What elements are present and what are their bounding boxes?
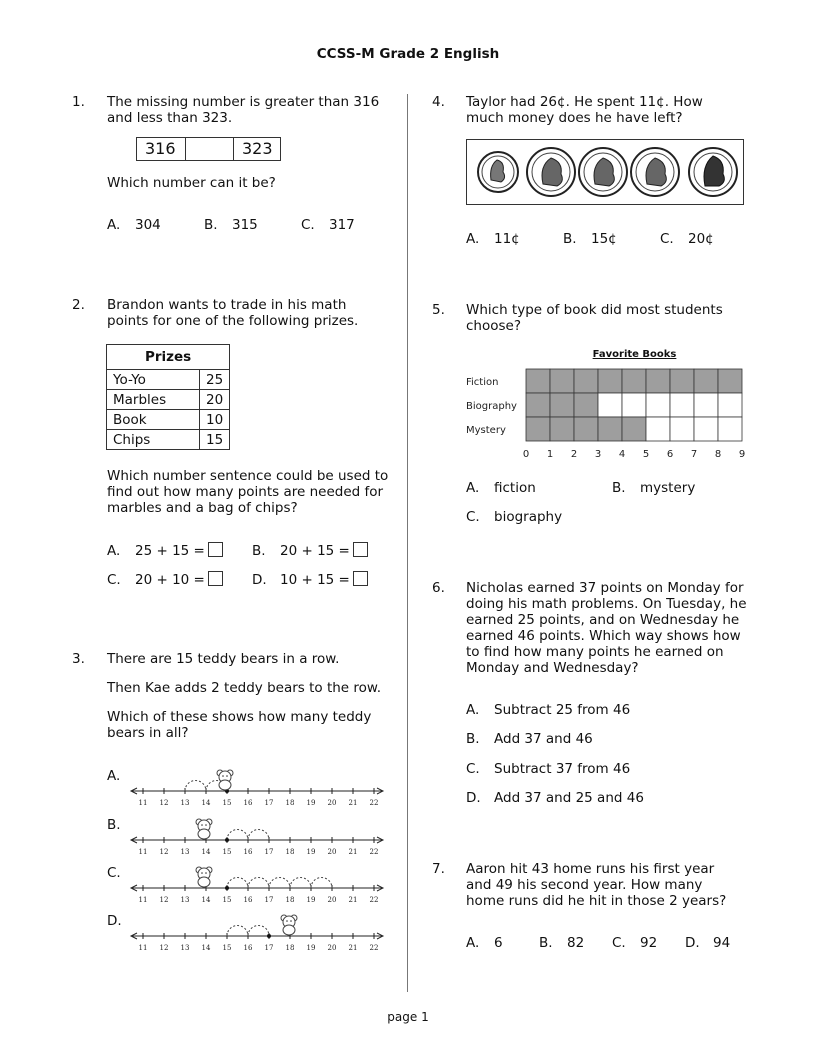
- q1-question: Which number can it be?: [107, 175, 276, 191]
- jump-arc: [185, 781, 206, 792]
- q3-question: Which of these shows how many teddy bears in all?: [107, 709, 372, 741]
- bar-cell: [550, 393, 574, 417]
- tick-label: 18: [285, 896, 295, 904]
- jump-arc: [290, 878, 311, 889]
- q4-number: 4.: [432, 94, 445, 110]
- empty-cell: [646, 417, 670, 441]
- bar-cell: [598, 369, 622, 393]
- tick-label: 21: [348, 848, 358, 856]
- empty-cell: [718, 417, 742, 441]
- tick-label: 16: [243, 848, 253, 856]
- q1-option-c[interactable]: C. 317: [301, 217, 355, 233]
- q1-text: The missing number is greater than 316 and less than 323.: [107, 94, 380, 126]
- empty-cell: [670, 393, 694, 417]
- tick-label: 11: [138, 896, 148, 904]
- tick-label: 20: [327, 896, 337, 904]
- q2-text: Brandon wants to trade in his math points for one of the following prizes.: [107, 297, 359, 329]
- prizes-header: Prizes: [107, 345, 230, 370]
- tick-label: 15: [222, 799, 232, 807]
- table-row: Chips 15: [107, 430, 230, 450]
- answer-box[interactable]: [353, 542, 368, 557]
- q4-text: Taylor had 26¢. He spent 11¢. How much money does he have left?: [466, 94, 703, 126]
- q6-text: Nicholas earned 37 points on Monday for doing his math problems. On Tuesday, he earned 25 points, and on Wednesday he earned 46 points. Which way shows how to find how many points he earned on Monday and Wednesday?: [466, 580, 747, 676]
- q7-option-a[interactable]: A. 6: [466, 935, 503, 951]
- tick-label: 19: [306, 799, 316, 807]
- q1-option-b[interactable]: B. 315: [204, 217, 258, 233]
- tick-label: 17: [264, 944, 274, 952]
- bar-cell: [622, 369, 646, 393]
- tick-label: 5: [642, 449, 650, 460]
- tick-label: 4: [618, 449, 626, 460]
- jump-arc: [227, 926, 248, 937]
- q3-option-a[interactable]: A.: [107, 768, 121, 784]
- jump-arc: [227, 878, 248, 889]
- q2-option-a[interactable]: A. 25 + 15 =: [107, 542, 223, 559]
- tick-label: 13: [180, 848, 190, 856]
- empty-cell: [694, 393, 718, 417]
- q1-box-right: 323: [242, 139, 273, 158]
- tick-label: 14: [201, 896, 211, 904]
- point-dot: [225, 838, 229, 842]
- q1-option-a[interactable]: A. 304: [107, 217, 161, 233]
- q4-option-c[interactable]: C. 20¢: [660, 231, 714, 247]
- q5-option-c[interactable]: C. biography: [466, 509, 563, 525]
- tick-label: 15: [222, 848, 232, 856]
- bar-cell: [646, 369, 670, 393]
- tick-label: 20: [327, 799, 337, 807]
- tick-label: 16: [243, 944, 253, 952]
- nickel-icon: [631, 148, 679, 196]
- bar-cell: [526, 393, 550, 417]
- bar-cell: [598, 417, 622, 441]
- q7-option-c[interactable]: C. 92: [612, 935, 658, 951]
- tick-label: 20: [327, 944, 337, 952]
- q1-box-left: 316: [137, 138, 186, 160]
- tick-label: 0: [522, 449, 530, 460]
- jump-arc: [269, 878, 290, 889]
- tick-label: 17: [264, 848, 274, 856]
- answer-box[interactable]: [208, 571, 223, 586]
- tick-label: 14: [201, 848, 211, 856]
- teddy-bear-icon: [196, 819, 212, 839]
- tick-label: 16: [243, 799, 253, 807]
- jump-arc: [227, 830, 248, 841]
- q7-text: Aaron hit 43 home runs his first year and 49 his second year. How many home runs did he hit in those 2 years?: [466, 861, 727, 909]
- tick-label: 15: [222, 944, 232, 952]
- bar-cell: [622, 417, 646, 441]
- tick-label: 21: [348, 799, 358, 807]
- q5-option-a[interactable]: A. fiction: [466, 480, 536, 496]
- tick-label: 17: [264, 896, 274, 904]
- tick-label: 17: [264, 799, 274, 807]
- q1-number-box: [136, 137, 281, 161]
- q1-box-missing[interactable]: [186, 138, 234, 160]
- row-label: Fiction: [466, 377, 499, 388]
- tick-label: 11: [138, 944, 148, 952]
- q7-option-d[interactable]: D. 94: [685, 935, 731, 951]
- favorite-books-chart: [466, 362, 751, 462]
- q7-number: 7.: [432, 861, 445, 877]
- tick-label: 7: [690, 449, 698, 460]
- table-row: Yo-Yo 25: [107, 370, 230, 390]
- tick-label: 8: [714, 449, 722, 460]
- q6-number: 6.: [432, 580, 445, 596]
- q5-option-b[interactable]: B. mystery: [612, 480, 696, 496]
- q1-number: 1.: [72, 94, 85, 110]
- bar-cell: [718, 369, 742, 393]
- empty-cell: [694, 417, 718, 441]
- q2-number: 2.: [72, 297, 85, 313]
- bar-cell: [526, 369, 550, 393]
- dime-icon: [478, 152, 518, 192]
- tick-label: 19: [306, 896, 316, 904]
- jump-arc: [248, 926, 269, 937]
- q2-option-b[interactable]: B. 20 + 15 =: [252, 542, 368, 559]
- jump-arc: [248, 878, 269, 889]
- bar-cell: [670, 369, 694, 393]
- q6-option-d[interactable]: D. Add 37 and 25 and 46: [466, 790, 644, 806]
- table-row: Marbles 20: [107, 390, 230, 410]
- tick-label: 12: [159, 799, 169, 807]
- q4-option-b[interactable]: B. 15¢: [563, 231, 617, 247]
- tick-label: 12: [159, 848, 169, 856]
- row-label: Mystery: [466, 425, 506, 436]
- bar-cell: [526, 417, 550, 441]
- tick-label: 2: [570, 449, 578, 460]
- tick-label: 19: [306, 944, 316, 952]
- bar-cell: [574, 417, 598, 441]
- tick-label: 11: [138, 799, 148, 807]
- tick-label: 22: [369, 896, 379, 904]
- column-divider: [407, 94, 408, 992]
- tick-label: 1: [546, 449, 554, 460]
- tick-label: 18: [285, 848, 295, 856]
- tick-label: 18: [285, 944, 295, 952]
- tick-label: 14: [201, 944, 211, 952]
- q6-option-c[interactable]: C. Subtract 37 from 46: [466, 761, 631, 777]
- q5-text: Which type of book did most students choose?: [466, 302, 723, 334]
- tick-label: 6: [666, 449, 674, 460]
- tick-label: 3: [594, 449, 602, 460]
- q3-option-c[interactable]: C.: [107, 865, 121, 881]
- answer-box[interactable]: [353, 571, 368, 586]
- tick-label: 22: [369, 799, 379, 807]
- tick-label: 18: [285, 799, 295, 807]
- table-row: Book 10: [107, 410, 230, 430]
- coins-box: [466, 139, 744, 205]
- jump-arc: [248, 830, 269, 841]
- prizes-table: [106, 344, 230, 450]
- tick-label: 12: [159, 896, 169, 904]
- page-title: CCSS-M Grade 2 English: [316, 46, 500, 62]
- point-dot: [267, 934, 271, 938]
- empty-cell: [718, 393, 742, 417]
- q3-option-b[interactable]: B.: [107, 817, 121, 833]
- tick-label: 13: [180, 799, 190, 807]
- answer-box[interactable]: [208, 542, 223, 557]
- point-dot: [225, 886, 229, 890]
- bar-cell: [550, 369, 574, 393]
- tick-label: 14: [201, 799, 211, 807]
- bar-cell: [574, 369, 598, 393]
- tick-label: 15: [222, 896, 232, 904]
- q4-option-a[interactable]: A. 11¢: [466, 231, 520, 247]
- q7-option-b[interactable]: B. 82: [539, 935, 585, 951]
- tick-label: 22: [369, 944, 379, 952]
- number-lines-figure: [125, 755, 390, 955]
- q6-option-b[interactable]: B. Add 37 and 46: [466, 731, 593, 747]
- q2-option-c[interactable]: C. 20 + 10 =: [107, 571, 223, 588]
- q5-number: 5.: [432, 302, 445, 318]
- chart-title: Favorite Books: [592, 349, 677, 360]
- tick-label: 19: [306, 848, 316, 856]
- q3-option-d[interactable]: D.: [107, 913, 122, 929]
- bar-cell: [550, 417, 574, 441]
- q3-number: 3.: [72, 651, 85, 667]
- empty-cell: [646, 393, 670, 417]
- tick-label: 13: [180, 944, 190, 952]
- q2-question: Which number sentence could be used to find out how many points are needed for marbles and a bag of chips?: [107, 468, 389, 516]
- penny-icon: [689, 148, 737, 196]
- q6-option-a[interactable]: A. Subtract 25 from 46: [466, 702, 631, 718]
- q3-line2: Then Kae adds 2 teddy bears to the row.: [107, 680, 381, 696]
- tick-label: 11: [138, 848, 148, 856]
- tick-label: 13: [180, 896, 190, 904]
- jump-arc: [311, 878, 332, 889]
- page-number: page 1: [387, 1010, 429, 1024]
- tick-label: 12: [159, 944, 169, 952]
- row-label: Biography: [466, 401, 517, 412]
- tick-label: 21: [348, 896, 358, 904]
- bar-cell: [574, 393, 598, 417]
- q2-option-d[interactable]: D. 10 + 15 =: [252, 571, 368, 588]
- tick-label: 21: [348, 944, 358, 952]
- nickel-icon: [579, 148, 627, 196]
- tick-label: 9: [738, 449, 746, 460]
- teddy-bear-icon: [196, 867, 212, 887]
- tick-label: 16: [243, 896, 253, 904]
- empty-cell: [598, 393, 622, 417]
- empty-cell: [622, 393, 646, 417]
- tick-label: 22: [369, 848, 379, 856]
- q3-line1: There are 15 teddy bears in a row.: [107, 651, 340, 667]
- teddy-bear-icon: [217, 770, 233, 790]
- tick-label: 20: [327, 848, 337, 856]
- teddy-bear-icon: [281, 915, 297, 935]
- bar-cell: [694, 369, 718, 393]
- nickel-icon: [527, 148, 575, 196]
- empty-cell: [670, 417, 694, 441]
